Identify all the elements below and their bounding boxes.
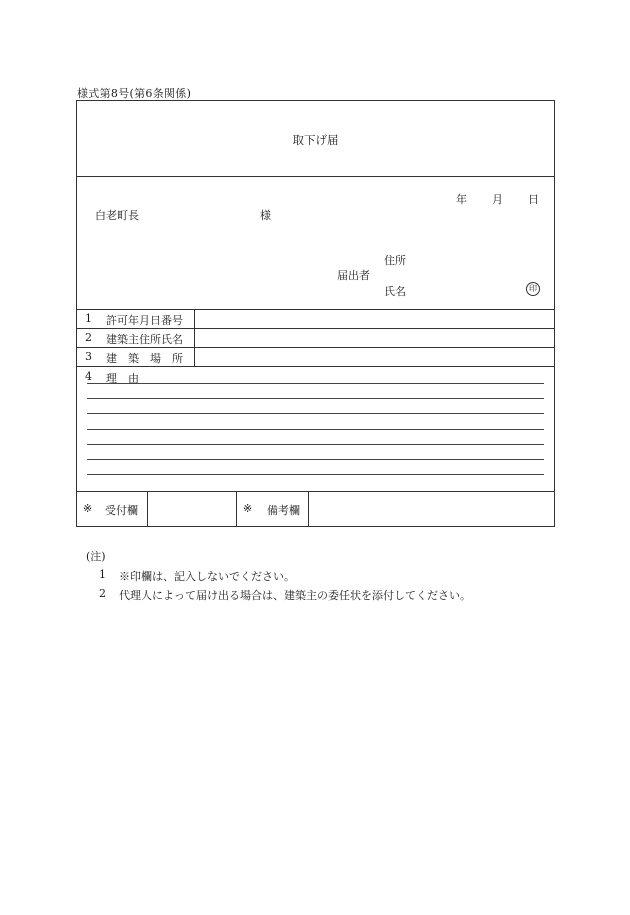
form-title: 取下げ届 [292, 133, 339, 147]
date-year-label: 年 [456, 193, 467, 206]
column-divider [308, 491, 309, 526]
seal-icon: 印 [526, 282, 540, 296]
row-label-permit-date: 許可年月日番号 [106, 314, 183, 327]
divider [77, 176, 554, 177]
date-month-label: 月 [492, 193, 503, 206]
row-label-site: 建 築 場 所 [106, 352, 183, 365]
reason-label: 理 由 [106, 372, 139, 385]
reception-label: 受付欄 [105, 504, 138, 517]
remarks-label: 備考欄 [267, 504, 300, 517]
column-divider [147, 491, 148, 526]
row-number: 3 [85, 350, 92, 363]
applicant-name-label: 氏名 [384, 285, 406, 298]
applicant-label: 届出者 [337, 269, 370, 282]
reception-field [151, 495, 233, 523]
reason-writing-line[interactable] [87, 429, 544, 430]
withdrawal-form [76, 100, 555, 527]
remarks-field [312, 495, 550, 523]
column-divider [236, 491, 237, 526]
reception-mark: ※ [83, 502, 93, 515]
reason-writing-line[interactable] [87, 444, 544, 445]
note-number: 1 [99, 568, 106, 581]
divider [77, 347, 554, 348]
note-text: ※印欄は、記入しないでください。 [119, 570, 295, 583]
divider [77, 328, 554, 329]
reason-writing-line[interactable] [87, 398, 544, 399]
row-number: 1 [85, 312, 92, 325]
note-text: 代理人によって届け出る場合は、建築主の委任状を添付してください。 [119, 589, 471, 602]
reason-writing-line[interactable] [87, 474, 544, 475]
divider [77, 491, 554, 492]
divider [77, 309, 554, 310]
reason-writing-line[interactable] [87, 459, 544, 460]
divider [77, 366, 554, 367]
column-divider [194, 309, 195, 366]
remarks-mark: ※ [243, 502, 253, 515]
form-number: 様式第8号(第6条関係) [77, 87, 192, 100]
reason-writing-line[interactable] [87, 413, 544, 414]
reason-number: 4 [85, 370, 92, 383]
row-number: 2 [85, 331, 92, 344]
addressee-name: 白老町長 [95, 209, 139, 222]
addressee-honorific: 様 [260, 209, 271, 222]
note-number: 2 [99, 587, 106, 600]
row-label-owner: 建築主住所氏名 [106, 333, 183, 346]
date-day-label: 日 [528, 193, 539, 206]
notes-heading: (注) [86, 550, 106, 563]
applicant-address-label: 住所 [384, 254, 406, 267]
reason-writing-line[interactable] [87, 383, 544, 384]
